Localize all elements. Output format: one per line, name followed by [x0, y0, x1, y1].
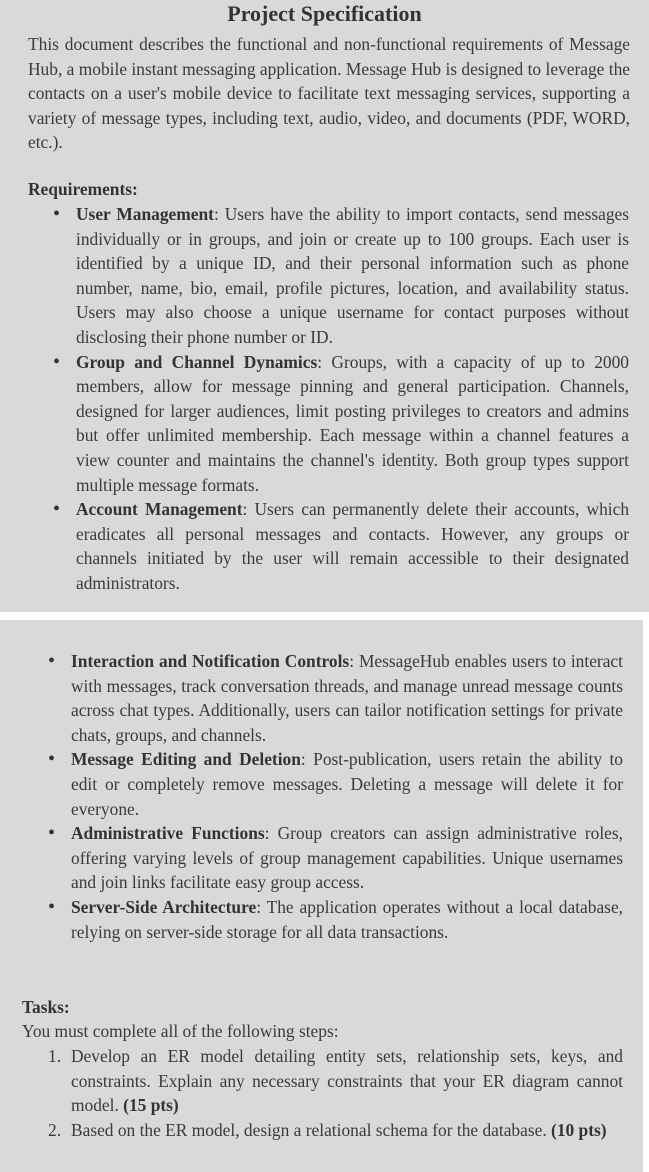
item-text: : Users have the ability to import contacts, send messages individually or in groups, and join or create up to 100 groups. Each user is identified by a unique ID, and their personal information such as phone number, name, bio, email, profile pictures, location, and availability status. Users may also choose a unique username for contact purposes without disclosing their phone number or ID. [76, 204, 629, 347]
task-number: 2. [48, 1119, 62, 1140]
task-text: Based on the ER model, design a relational schema for the database. [71, 1119, 552, 1140]
task-points: (10 pts) [551, 1119, 607, 1140]
item-term: Server-Side Architecture [71, 896, 257, 917]
item-text: : Post-publication, users retain the ability to edit or completely remove messages. Deleting a message will delete it for everyone. [71, 749, 623, 819]
item-text: : Groups, with a capacity of up to 2000 members, allow for message pinning and general participation. Channels, designed for larger audiences, limit posting privileges to creators and admins but offer unlimited membership. Each message within a channel features a view counter and maintains the channel's identity. Both group types support multiple message formats. [76, 351, 629, 495]
page-title: Project Specification [227, 1, 422, 26]
task-points: (15 pts) [123, 1095, 179, 1116]
requirements-heading: Requirements: [28, 179, 138, 199]
list-item [48, 1118, 623, 1143]
list-item [76, 497, 629, 595]
list-item [76, 202, 629, 350]
item-text: : MessageHub enables users to interact with messages, track conversation threads, and manage unread message counts across chat types. Additionally, users can tailor notification settings for private chats, groups, and channels. [71, 651, 623, 745]
task-number: 1. [48, 1046, 62, 1066]
item-term: Message Editing and Deletion [71, 749, 301, 770]
item-text: : The application operates without a local database, relying on server-side storage for all data transactions. [71, 896, 624, 942]
list-item [48, 1044, 623, 1118]
requirements-list-part2 [71, 649, 623, 944]
intro-paragraph: This document describes the functional and non-functional requirements of Message Hub, a mobile instant messaging application. Message Hub is designed to leverage the contacts on a user's mobile device to facilitate text messaging services, supporting a variety of message types, including text, audio, video, and documents (PDF, WORD, etc.). [28, 34, 630, 153]
item-text: : Users can permanently delete their accounts, which eradicates all personal messages and contacts. However, any groups or channels initiated by the user will remain accessible to their designated administrators. [76, 499, 630, 593]
item-text: : Group creators can assign administrative roles, offering varying levels of group management capabilities. Unique usernames and join links facilitate easy group access. [71, 823, 623, 893]
page-section-bottom [0, 620, 643, 1172]
tasks-intro: You must complete all of the following steps: [22, 1021, 339, 1041]
item-term: Interaction and Notification Controls [71, 651, 350, 671]
page-edge [643, 620, 649, 1172]
list-item [76, 350, 629, 498]
list-item [71, 895, 623, 944]
item-term: Administrative Functions [71, 823, 265, 844]
item-term: Account Management [76, 499, 243, 520]
page-break [0, 612, 649, 620]
item-term: User Management [76, 204, 214, 224]
tasks-list [48, 1044, 623, 1142]
item-term: Group and Channel Dynamics [76, 351, 318, 372]
list-item [71, 821, 623, 895]
requirements-list-part1 [76, 202, 629, 596]
list-item [71, 649, 623, 747]
list-item [71, 747, 623, 821]
tasks-heading: Tasks: [22, 997, 70, 1017]
task-text: Develop an ER model detailing entity sets, relationship sets, keys, and constraints. Explain any necessary constraints that your ER diagram cannot model. [71, 1046, 623, 1116]
